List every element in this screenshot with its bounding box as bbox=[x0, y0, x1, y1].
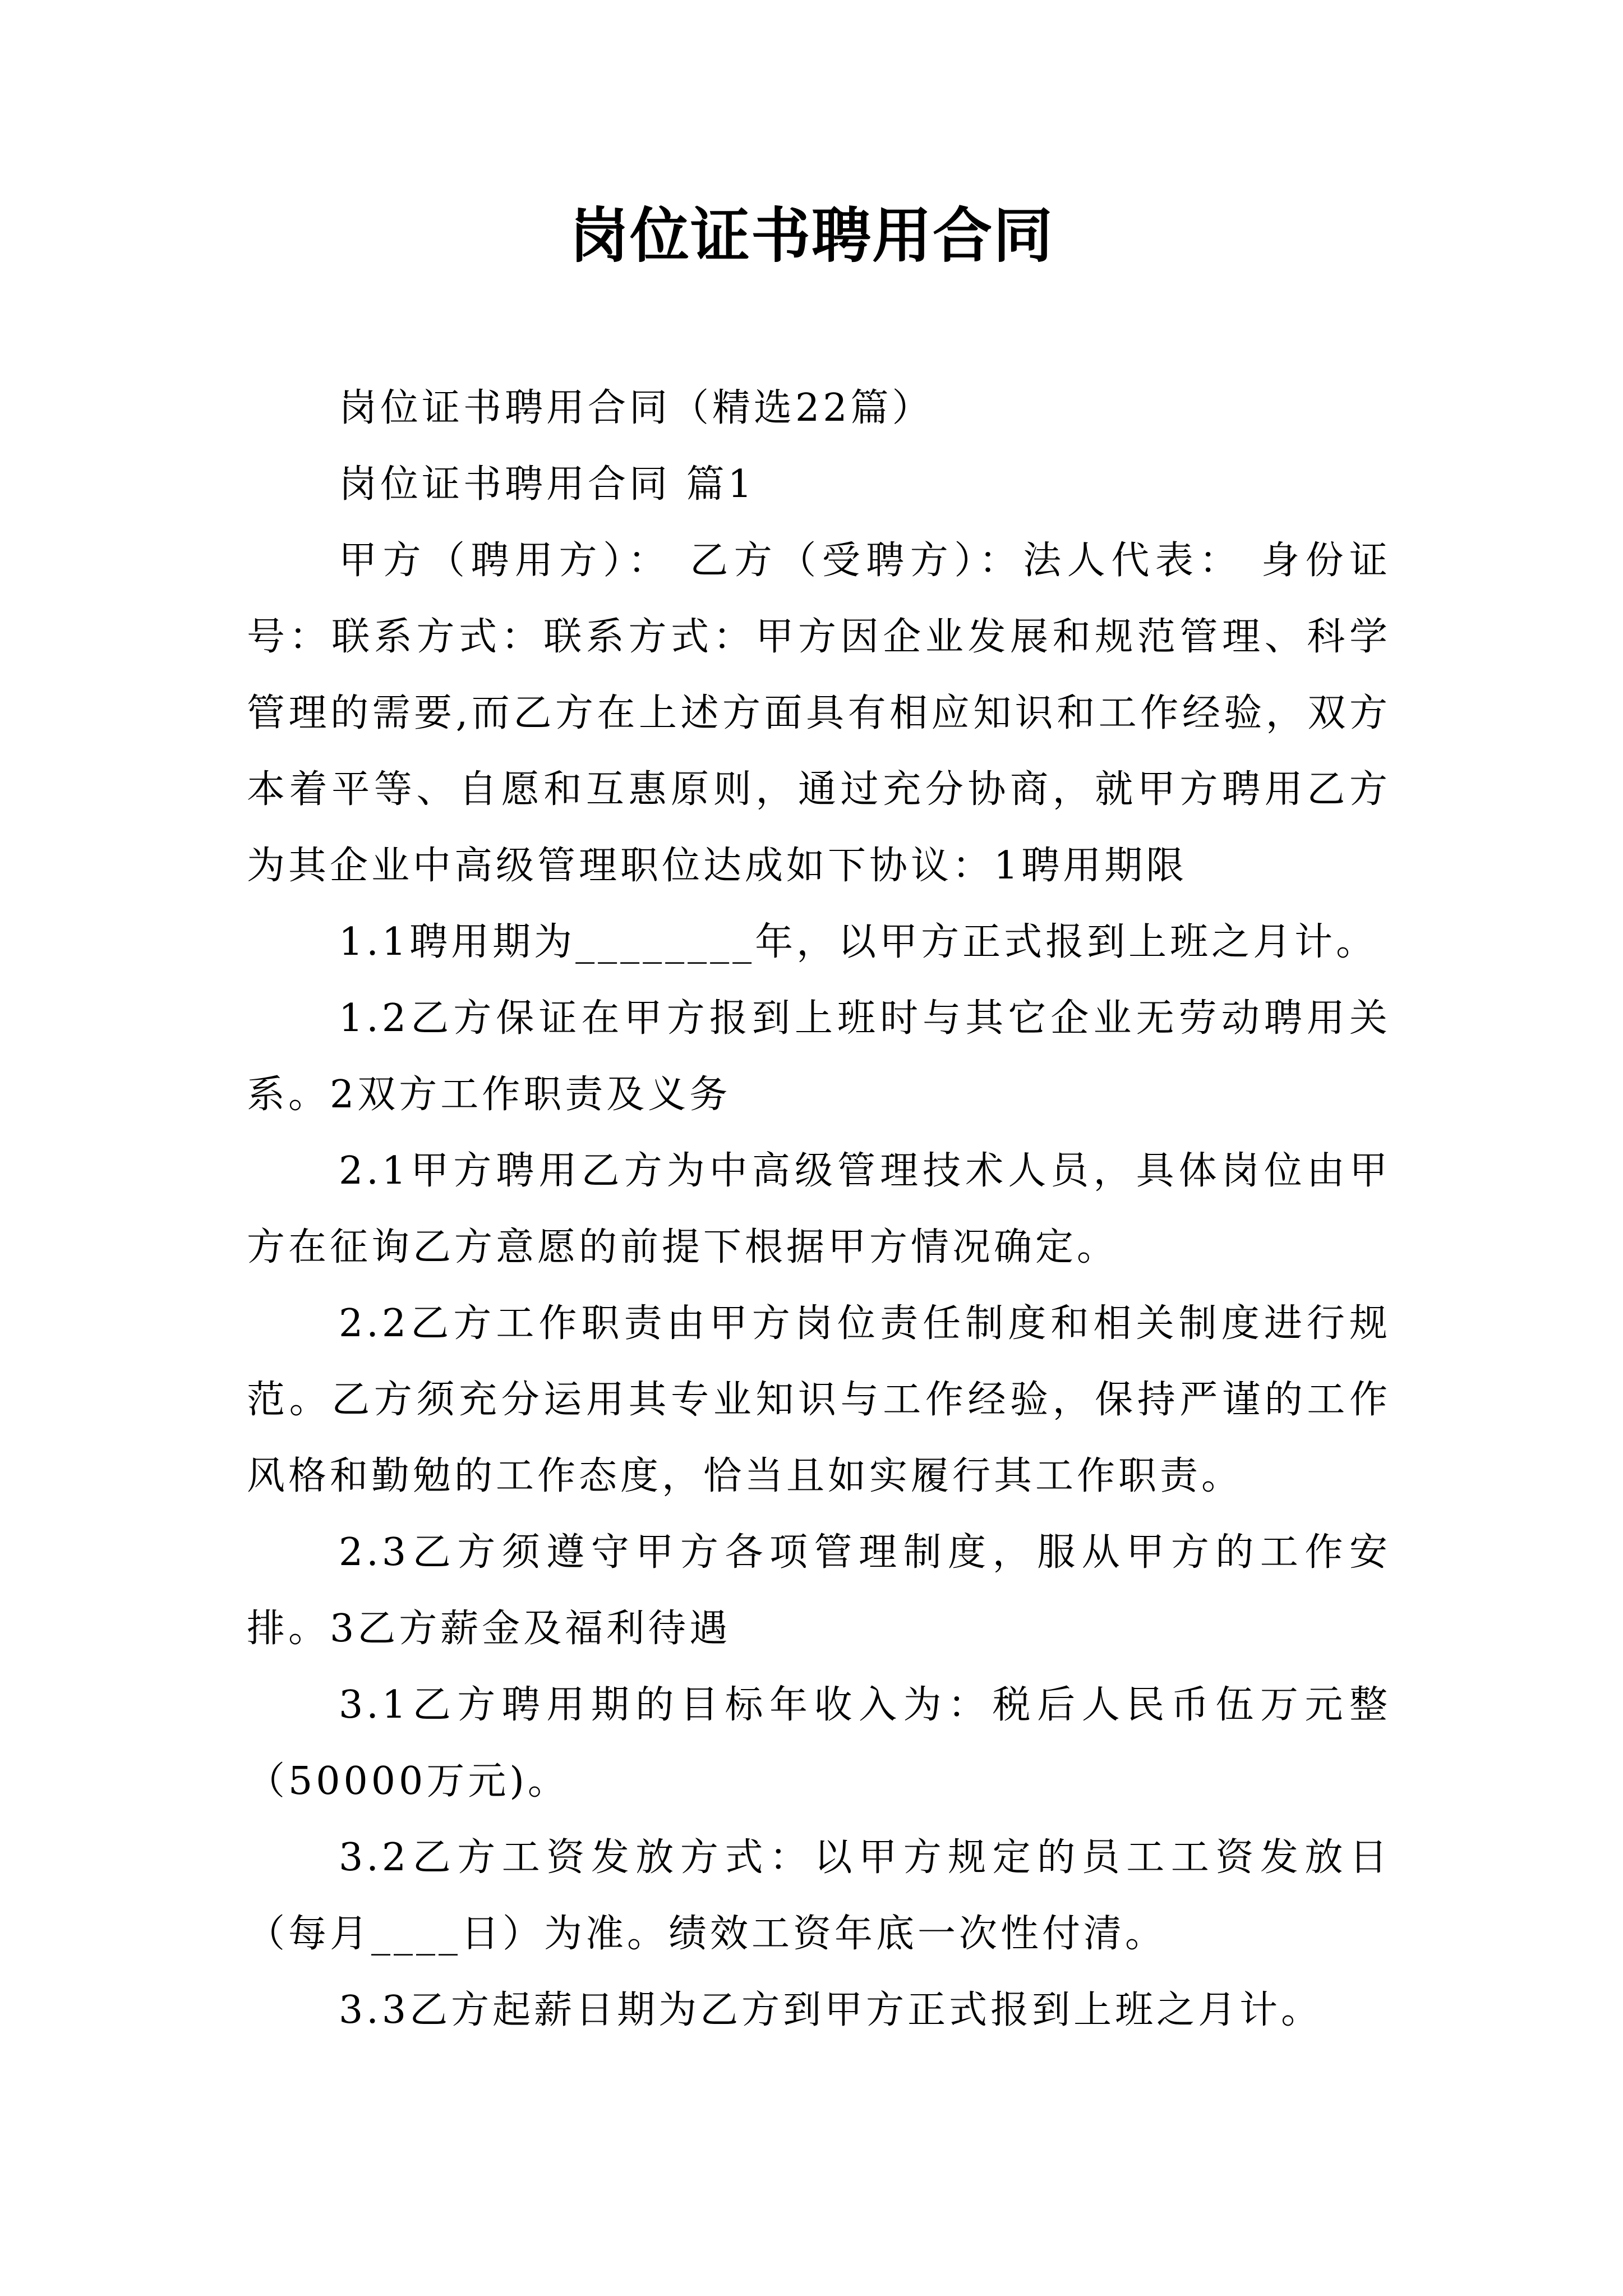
paragraph-clause-2-1: 2.1甲方聘用乙方为中高级管理技术人员，具体岗位由甲方在征询乙方意愿的前提下根据甲方情况确定。 bbox=[247, 1149, 1391, 1269]
paragraph-heading: 岗位证书聘用合同（精选22篇） bbox=[339, 386, 934, 430]
paragraph-clause-3-1: 3.1乙方聘用期的目标年收入为：税后人民币伍万元整（50000万元)。 bbox=[247, 1683, 1391, 1803]
paragraph-clause-1-2: 1.2乙方保证在甲方报到上班时与其它企业无劳动聘用关系。2双方工作职责及义务 bbox=[247, 996, 1391, 1117]
paragraph-clause-2-3: 2.3乙方须遵守甲方各项管理制度，服从甲方的工作安排。3乙方薪金及福利待遇 bbox=[247, 1530, 1391, 1651]
paragraph-parties: 甲方（聘用方）： 乙方（受聘方）：法人代表： 身份证号：联系方式：联系方式：甲方因企业发展和规范管理、科学管理的需要,而乙方在上述方面具有相应知识和工作经验，双方本着平等、自愿和互惠原则，通过充分协商，就甲方聘用乙方为其企业中高级管理职位达成如下协议：1聘用期限 bbox=[247, 539, 1391, 888]
paragraph-clause-1-1: 1.1聘用期为________年，以甲方正式报到上班之月计。 bbox=[339, 920, 1378, 964]
document-title: 岗位证书聘用合同 bbox=[569, 200, 1054, 270]
paragraph-clause-2-2: 2.2乙方工作职责由甲方岗位责任制度和相关制度进行规范。乙方须充分运用其专业知识与工作经验，保持严谨的工作风格和勤勉的工作态度，恰当且如实履行其工作职责。 bbox=[247, 1301, 1391, 1498]
paragraph-clause-3-3: 3.3乙方起薪日期为乙方到甲方正式报到上班之月计。 bbox=[339, 1988, 1323, 2032]
paragraph-section-title: 岗位证书聘用合同 篇1 bbox=[339, 462, 755, 507]
paragraph-clause-3-2: 3.2乙方工资发放方式：以甲方规定的员工工资发放日（每月____日）为准。绩效工资年底一次性付清。 bbox=[247, 1835, 1391, 1956]
document-body bbox=[247, 370, 1391, 2049]
